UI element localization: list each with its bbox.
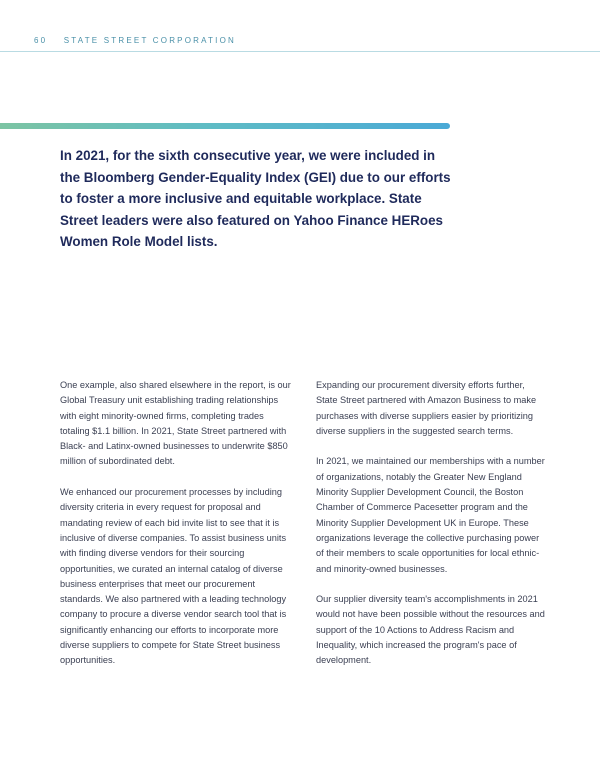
paragraph: In 2021, we maintained our memberships with a number of organizations, notably the Greater New England Minority Supplier Development Council, the Boston Chamber of Commerce Pacesetter program and the Minority Supplier Development UK in Europe. These organizations leverage the collective purchasing power of their members to scale opportunities for local ethnic- and minority-owned businesses. — [316, 456, 545, 574]
paragraph: Expanding our procurement diversity efforts further, State Street partnered with Amazon Business to make purchases with diverse suppliers easier by prioritizing diverse suppliers in the suggested search terms. — [316, 380, 537, 436]
paragraph: Our supplier diversity team's accomplishments in 2021 would not have been possible without the resources and support of the 10 Actions to Address Racism and Inequality, which increased the program's pace of development. — [316, 594, 545, 666]
paragraph: One example, also shared elsewhere in the report, is our Global Treasury unit establishing trading relationships with eight minority-owned firms, completing trades totaling $1.1 billion. In 2021, State Street partnered with Black- and Latinx-owned businesses to underwrite $850 million of subordinated debt. — [60, 380, 291, 467]
company-name: STATE STREET CORPORATION — [63, 36, 236, 45]
running-header — [34, 36, 236, 45]
pull-quote: In 2021, for the sixth consecutive year, we were included in the Bloomberg Gender-Equality Index (GEI) due to our efforts to foster a more inclusive and equitable workplace. State Street leaders were also featured on Yahoo Finance HERoes Women Role Model lists. — [60, 148, 451, 249]
gradient-accent-bar — [0, 123, 450, 129]
header-divider — [0, 51, 600, 52]
body-column-right — [316, 378, 548, 684]
body-column-left — [60, 378, 295, 684]
paragraph: We enhanced our procurement processes by including diversity criteria in every request for proposal and mandating review of each bid invite list to see that it is inclusive of diverse companies. To assist business units with finding diverse vendors for their sourcing opportunities, we curated an internal catalog of diverse business enterprises that meet our procurement standards. We also partnered with a leading technology company to procure a diverse vendor search tool that is significantly enhancing our efforts to incorporate more diverse suppliers to compete for State Street business opportunities. — [60, 487, 287, 666]
page-number: 60 — [34, 36, 48, 45]
